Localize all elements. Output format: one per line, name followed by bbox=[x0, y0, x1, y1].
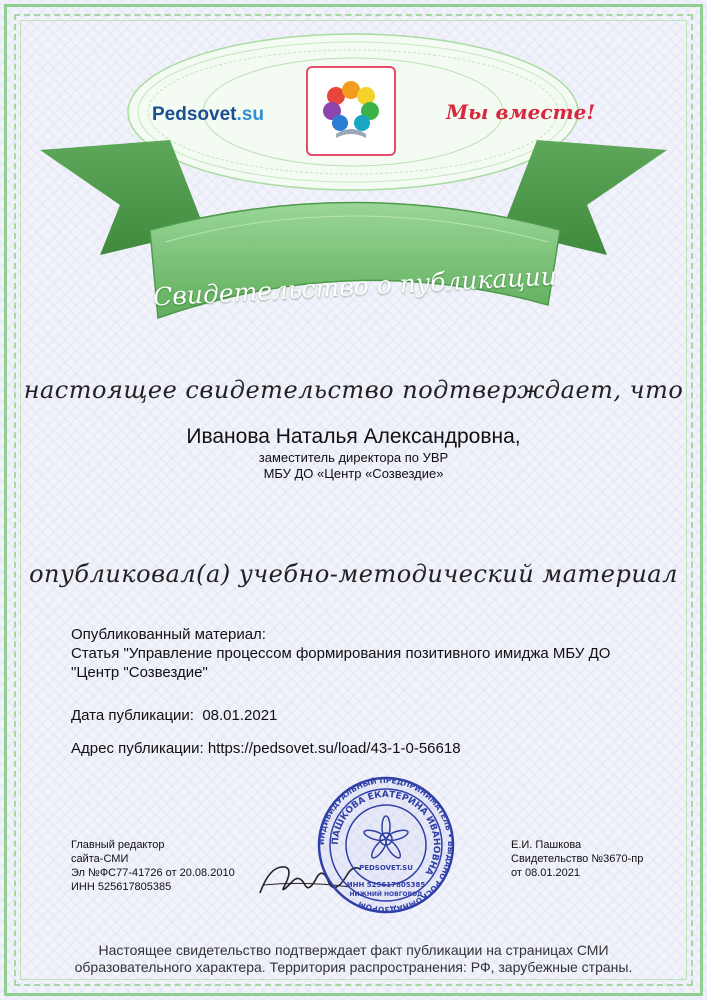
person-organization: МБУ ДО «Центр «Созвездие» bbox=[263, 466, 444, 481]
material-block bbox=[71, 625, 631, 682]
date-label: Дата публикации: bbox=[71, 707, 194, 724]
address-link[interactable]: https://pedsovet.su/load/43-1-0-56618 bbox=[207, 740, 461, 757]
editor-line2: сайта-СМИ bbox=[71, 853, 129, 865]
editor-block bbox=[71, 838, 235, 894]
editor-line4: ИНН 525617805385 bbox=[71, 881, 172, 893]
stamp-city: НИЖНИЙ НОВГОРОД bbox=[349, 891, 423, 898]
slogan-text: Мы вместе! bbox=[446, 100, 596, 124]
publication-date bbox=[71, 707, 277, 724]
signatory-line2: Свидетельство №3670-пр bbox=[511, 853, 644, 865]
published-phrase: опубликовал(а) учебно-методический материал bbox=[29, 560, 678, 588]
footer-line2: образовательного характера. Территория распространения: РФ, зарубежные страны. bbox=[74, 959, 633, 975]
brand-logo bbox=[306, 66, 396, 156]
signatory-line3: от 08.01.2021 bbox=[511, 867, 581, 879]
stamp-inn: ИНН 525617805385 bbox=[346, 881, 426, 889]
certificate-title: Свидетельство о публикации bbox=[152, 261, 558, 312]
editor-line1: Главный редактор bbox=[71, 839, 165, 851]
signatory-block bbox=[511, 838, 643, 880]
signatory-line1: Е.И. Пашкова bbox=[511, 839, 582, 851]
publication-address bbox=[71, 740, 461, 757]
stamp-middle-ring: ПАШКОВА ЕКАТЕРИНА ИВАНОВНА bbox=[330, 789, 442, 877]
person-name: Иванова Наталья Александровна, bbox=[186, 425, 521, 448]
hands-logo-icon bbox=[316, 76, 386, 146]
confirm-phrase: настоящее свидетельство подтверждает, что bbox=[23, 376, 684, 404]
brand-logo-text: Pedsovet.su bbox=[152, 104, 264, 125]
material-title-line2: "Центр "Созвездие" bbox=[71, 664, 208, 681]
address-label: Адрес публикации: bbox=[71, 740, 204, 757]
material-title-line1: Статья "Управление процессом формирования позитивного имиджа МБУ ДО bbox=[71, 645, 611, 662]
date-value: 08.01.2021 bbox=[202, 707, 278, 724]
official-stamp bbox=[316, 775, 456, 915]
footer-note bbox=[0, 942, 707, 976]
footer-line1: Настоящее свидетельство подтверждает факт публикации на страницах СМИ bbox=[98, 942, 609, 958]
person-position: заместитель директора по УВР bbox=[258, 450, 449, 465]
material-label: Опубликованный материал: bbox=[71, 626, 266, 643]
stamp-outer-ring: ИНДИВИДУАЛЬНЫЙ ПРЕДПРИНИМАТЕЛЬ • ВЫДАНО РОСКОМНАДЗОРОМ bbox=[316, 775, 456, 915]
editor-line3: Эл №ФС77-41726 от 20.08.2010 bbox=[71, 867, 235, 879]
stamp-center-text: PEDSOVET.SU bbox=[359, 864, 413, 872]
